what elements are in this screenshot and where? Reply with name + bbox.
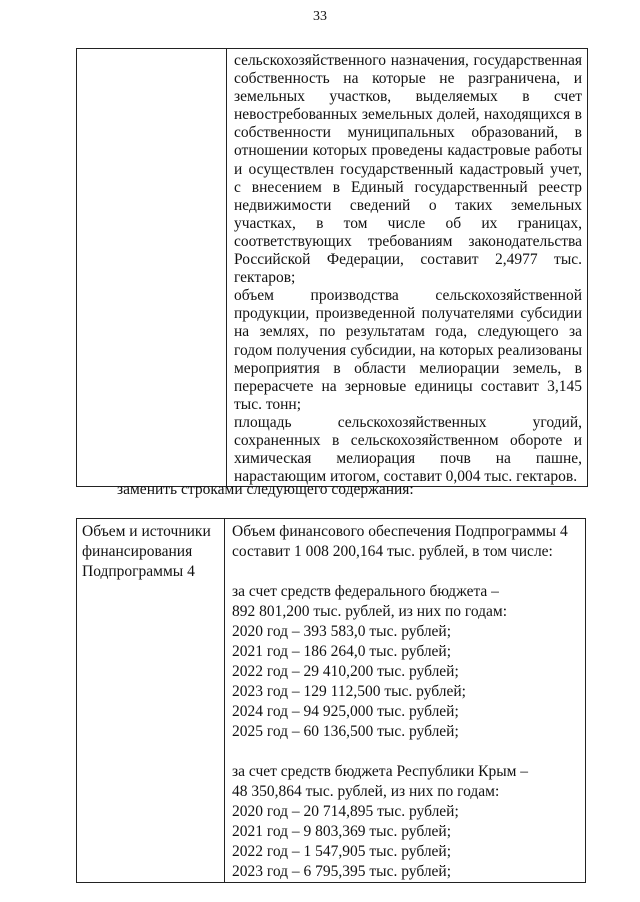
indicator-paragraph: площадь сельскохозяйственных угодий, сохраненных в сельскохозяйственном обороте и химическая мелиорация почв на пашне, нарастающим итогом, составит 0,004 тыс. гектаров. bbox=[234, 413, 582, 486]
indicator-paragraph: сельскохозяйственного назначения, государственная собственность на которые не разграничена, и земельных участков, выделяемых в счет невостребованных земельных долей, находящихся в собственности муниципальных образований, в отношении которых проведены кадастровые работы и осуществлен государственный кадастровый учет, с внесением в Единый государственный реестр недвижимости сведений о таких земельных участках, в том числе об их границах, соответствующих требованиям законодательства Российской Федерации, составит 2,4977 тыс. гектаров; bbox=[234, 52, 582, 287]
regional-total: 48 350,864 тыс. рублей, из них по годам: bbox=[232, 783, 500, 800]
regional-heading: за счет средств бюджета Республики Крым – bbox=[232, 763, 529, 780]
table-row bbox=[77, 49, 588, 487]
funding-table-left-cell bbox=[77, 519, 225, 883]
federal-total: 892 801,200 тыс. рублей, из них по годам: bbox=[232, 603, 508, 620]
federal-year-line: 2023 год – 129 112,500 тыс. рублей; bbox=[232, 683, 466, 700]
page-number: 33 bbox=[313, 9, 327, 24]
previous-table-left-cell bbox=[77, 49, 227, 487]
regional-year-line: 2022 год – 1 547,905 тыс. рублей; bbox=[232, 843, 452, 860]
previous-table-right-cell bbox=[227, 49, 588, 487]
regional-year-line: 2020 год – 20 714,895 тыс. рублей; bbox=[232, 803, 459, 820]
federal-heading: за счет средств федерального бюджета – bbox=[232, 583, 499, 600]
replace-instruction: заменить строками следующего содержания: bbox=[117, 481, 414, 498]
regional-year-line: 2023 год – 6 795,395 тыс. рублей; bbox=[232, 863, 452, 880]
funding-table bbox=[76, 518, 586, 883]
regional-year-line: 2021 год – 9 803,369 тыс. рублей; bbox=[232, 823, 452, 840]
row-heading: Объем и источники финансирования Подпрограммы 4 bbox=[82, 523, 211, 580]
funding-table-right-cell bbox=[225, 519, 586, 883]
funding-intro: Объем финансового обеспечения Подпрограммы 4 составит 1 008 200,164 тыс. рублей, в том числе: bbox=[232, 523, 568, 560]
federal-year-line: 2025 год – 60 136,500 тыс. рублей; bbox=[232, 723, 459, 740]
federal-year-line: 2020 год – 393 583,0 тыс. рублей; bbox=[232, 623, 452, 640]
federal-year-line: 2021 год – 186 264,0 тыс. рублей; bbox=[232, 643, 452, 660]
federal-year-line: 2024 год – 94 925,000 тыс. рублей; bbox=[232, 703, 459, 720]
federal-year-line: 2022 год – 29 410,200 тыс. рублей; bbox=[232, 663, 459, 680]
indicator-paragraph: объем производства сельскохозяйственной продукции, произведенной получателями субсидии на землях, по результатам года, следующего за годом получения субсидии, на которых реализованы мероприятия в области мелиорации земель, в перерасчете на зерновые единицы составит 3,145 тыс. тонн; bbox=[234, 287, 582, 413]
table-row bbox=[77, 519, 586, 883]
previous-table bbox=[76, 48, 588, 487]
